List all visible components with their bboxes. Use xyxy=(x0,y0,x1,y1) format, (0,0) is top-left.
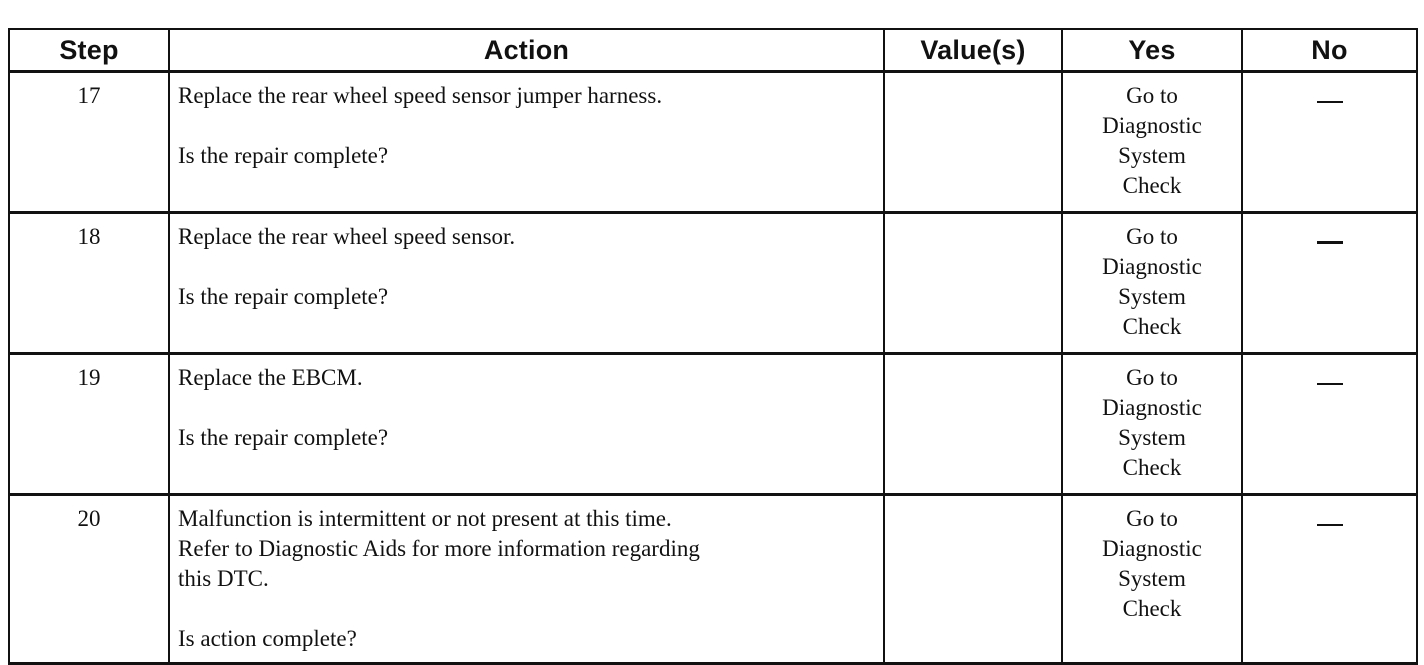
diagnostic-table xyxy=(8,28,1418,665)
yes-text: Check xyxy=(1122,173,1182,198)
yes-text: System xyxy=(1118,566,1186,591)
value-cell xyxy=(884,495,1062,664)
header-row xyxy=(9,29,1417,72)
action-text: Replace the rear wheel speed sensor. xyxy=(178,224,516,249)
yes-cell xyxy=(1062,72,1242,213)
header-action: Action xyxy=(169,29,884,72)
action-cell xyxy=(169,354,884,495)
action-cell xyxy=(169,213,884,354)
table-row xyxy=(9,72,1417,213)
step-number: 17 xyxy=(9,72,169,213)
action-cell xyxy=(169,495,884,664)
step-number: 18 xyxy=(9,213,169,354)
value-cell xyxy=(884,72,1062,213)
no-cell xyxy=(1242,213,1417,354)
yes-text: System xyxy=(1118,425,1186,450)
no-cell xyxy=(1242,354,1417,495)
table-row xyxy=(9,354,1417,495)
yes-text: System xyxy=(1118,143,1186,168)
action-question: Is action complete? xyxy=(178,626,357,651)
action-question: Is the repair complete? xyxy=(178,425,389,450)
yes-text: Diagnostic xyxy=(1102,395,1202,420)
action-question: Is the repair complete? xyxy=(178,284,389,309)
yes-text: Go to xyxy=(1126,224,1178,249)
action-cell xyxy=(169,72,884,213)
step-number: 20 xyxy=(9,495,169,664)
header-yes: Yes xyxy=(1062,29,1242,72)
yes-text: Diagnostic xyxy=(1102,254,1202,279)
action-text: Replace the EBCM. xyxy=(178,365,363,390)
action-text: Malfunction is intermittent or not present at this time. xyxy=(178,506,672,531)
yes-text: Go to xyxy=(1126,83,1178,108)
dash-mark xyxy=(1317,524,1343,526)
table-row xyxy=(9,495,1417,664)
action-question: Is the repair complete? xyxy=(178,143,389,168)
yes-cell xyxy=(1062,213,1242,354)
yes-text: Check xyxy=(1122,314,1182,339)
no-cell xyxy=(1242,495,1417,664)
dash-mark xyxy=(1317,241,1343,244)
yes-text: Check xyxy=(1122,455,1182,480)
yes-text: Diagnostic xyxy=(1102,536,1202,561)
yes-text: Go to xyxy=(1126,365,1178,390)
yes-cell xyxy=(1062,354,1242,495)
table-row xyxy=(9,213,1417,354)
dash-mark xyxy=(1317,101,1343,103)
header-values: Value(s) xyxy=(884,29,1062,72)
value-cell xyxy=(884,354,1062,495)
value-cell xyxy=(884,213,1062,354)
action-text: Refer to Diagnostic Aids for more information regarding xyxy=(178,536,700,561)
action-text: this DTC. xyxy=(178,566,269,591)
yes-text: Go to xyxy=(1126,506,1178,531)
step-number: 19 xyxy=(9,354,169,495)
no-cell xyxy=(1242,72,1417,213)
header-no: No xyxy=(1242,29,1417,72)
action-text: Replace the rear wheel speed sensor jumper harness. xyxy=(178,83,663,108)
yes-text: System xyxy=(1118,284,1186,309)
header-step: Step xyxy=(9,29,169,72)
yes-text: Check xyxy=(1122,596,1182,621)
yes-cell xyxy=(1062,495,1242,664)
diagnostic-table-page xyxy=(8,28,1416,665)
yes-text: Diagnostic xyxy=(1102,113,1202,138)
dash-mark xyxy=(1317,383,1343,385)
